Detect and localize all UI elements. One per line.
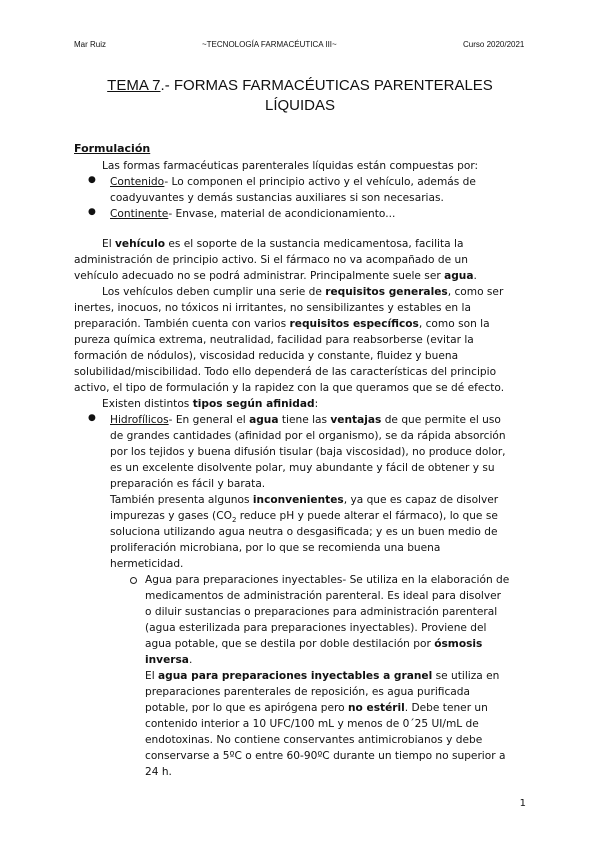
p2-line1: Los vehículos deben cumplir una serie de requisitos generales, como ser	[102, 286, 504, 298]
hidro-line1: Hidrofílicos- En general el agua tiene las ventajas de que permite el uso	[110, 414, 501, 426]
intro-text: Las formas farmacéuticas parenterales líquidas están compuestas por:	[102, 160, 479, 172]
contenido-label: Contenido	[110, 176, 165, 188]
hidro-line10: hermeticidad.	[110, 558, 184, 570]
agua-line4: (agua esterilizada para preparaciones inyectables). Proviene del	[145, 622, 487, 634]
bullet-icon: ●	[88, 413, 96, 423]
hidro-label: Hidrofílicos	[110, 414, 169, 426]
header-course-title: ~TECNOLOGÍA FARMACÉUTICA III~	[202, 40, 337, 49]
hidro-line9: proliferación microbiana, por lo que se recomienda una buena	[110, 542, 441, 554]
hidro-line3: por los tejidos y buena difusión tisular (baja viscosidad), no produce dolor,	[110, 446, 506, 458]
p1-line3: vehículo adecuado no se podrá administrar. Principalmente suele ser agua.	[74, 270, 477, 282]
title-prefix: TEMA 7	[107, 77, 161, 94]
contenido-line1: Contenido- Lo componen el principio activo y el vehículo, además de	[110, 176, 476, 188]
agua-line2: medicamentos de administración parenteral. Es ideal para disolver	[145, 590, 502, 602]
header-author: Mar Ruiz	[74, 40, 107, 49]
continente-line: Continente- Envase, material de acondicionamiento...	[110, 208, 396, 220]
hidro-line2: de grandes cantidades (afinidad por el organismo), se da rápida absorción	[110, 430, 506, 442]
hidro-line4: es un excelente disolvente polar, muy abundante y fácil de obtener y su	[110, 462, 495, 474]
agua-line11: endotoxinas. No contiene conservantes antimicrobianos y debe	[145, 734, 483, 746]
circle-bullet-icon	[130, 577, 137, 584]
agua-line7: El agua para preparaciones inyectables a granel se utiliza en	[145, 670, 500, 682]
title-line2: LÍQUIDAS	[264, 97, 336, 114]
p1-line1: El vehículo es el soporte de la sustancia medicamentosa, facilita la	[102, 238, 464, 250]
bullet-icon: ●	[88, 175, 96, 185]
p2-line5: formación de nódulos), viscosidad reducida y constante, fluidez y buena	[74, 350, 459, 362]
agua-line6: inversa.	[145, 654, 193, 666]
agua-line3: o diluir sustancias o preparaciones para administración parenteral	[145, 606, 498, 618]
agua-line13: 24 h.	[145, 766, 172, 778]
agua-line1: Agua para preparaciones inyectables- Se utiliza en la elaboración de	[145, 574, 510, 586]
hidro-line8: soluciona utilizando agua neutra o desgasificada; y es un buen medio de	[110, 526, 498, 538]
bullet-icon: ●	[88, 207, 96, 217]
contenido-line2: coadyuvantes y demás sustancias auxiliares si son necesarias.	[110, 192, 444, 204]
title-line1: .- FORMAS FARMACÉUTICAS PARENTERALES	[160, 77, 493, 94]
p1-line2: administración de principio activo. Si el fármaco no va acompañado de un	[74, 254, 468, 266]
section-heading: Formulación	[74, 142, 151, 155]
hidro-line5: preparación es fácil y barata.	[110, 478, 266, 490]
continente-label: Continente	[110, 208, 169, 220]
hidro-line6: También presenta algunos inconvenientes, ya que es capaz de disolver	[110, 494, 499, 506]
p2-line8: Existen distintos tipos según afinidad:	[102, 398, 319, 410]
p2-line6: solubilidad/miscibilidad. Todo ello dependerá de las características del principio	[74, 366, 497, 378]
hidro-line7: impurezas y gases ($CO_2$ reduce pH y puede alterar el fármaco), lo que se	[110, 510, 498, 525]
page-title	[60, 76, 540, 116]
p2-line4: pureza química extrema, neutralidad, facilidad para reabsorberse (evitar la	[74, 334, 474, 346]
agua-line9: potable, por lo que es apirógena pero no estéril. Debe tener un	[145, 702, 488, 714]
agua-line12: conservarse a 5ºC o entre 60-90ºC durante un tiempo no superior a	[145, 750, 506, 762]
p2-line3: preparación. También cuenta con varios requisitos específicos, como son la	[74, 318, 490, 330]
agua-line10: contenido interior a 10 UFC/100 mL y menos de 0´25 UI/mL de	[145, 718, 479, 730]
page-number: 1	[519, 798, 526, 809]
header-year: Curso 2020/2021	[463, 40, 525, 49]
agua-line8: preparaciones parenterales de reposición, es agua purificada	[145, 686, 470, 698]
agua-line5: agua potable, que se destila por doble destilación por ósmosis	[145, 638, 483, 650]
p2-line7: activo, el tipo de formulación y la rapidez con la que queramos que se dé efecto.	[74, 382, 505, 394]
p2-line2: inertes, inocuos, no tóxicos ni irritantes, no sensibilizantes y estables en la	[74, 302, 471, 314]
